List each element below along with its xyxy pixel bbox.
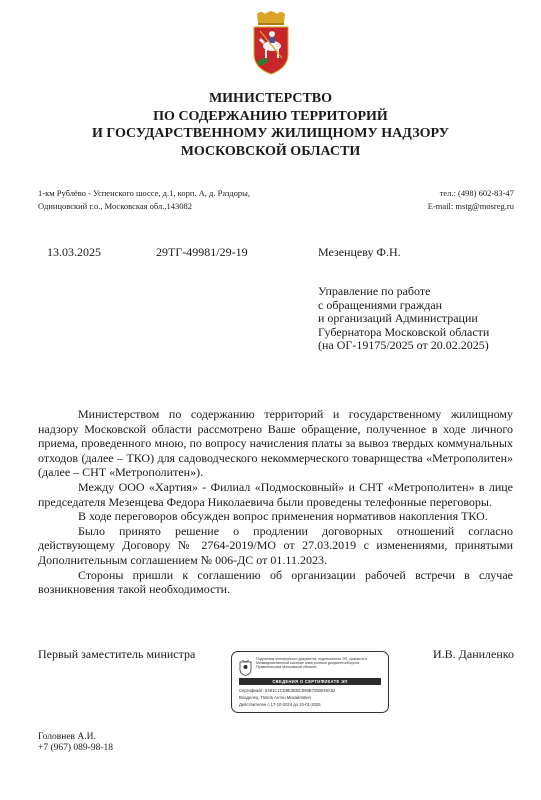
address-line: 1-км Рублёво - Успенского шоссе, д.1, корп. А, д. Раздоры, [38,188,250,198]
ministry-title-line: МИНИСТЕРСТВО [208,91,333,106]
electronic-signature-stamp [231,651,389,713]
letter-body [38,407,513,597]
ministry-title [0,90,541,160]
coat-of-arms-emblem [251,10,291,76]
email-address: E-mail: mstg@mosreg.ru [427,201,514,211]
department-line: и организаций Администрации [318,311,478,326]
recipient-department [318,285,489,353]
document-date: 13.03.2025 [47,245,101,259]
stamp-emblem-icon [239,659,252,676]
contact-info [428,187,514,213]
department-line: с обращениями граждан [318,297,443,312]
phone-number: тел.: (498) 602-83-47 [439,188,514,198]
certificate-owner: Владелец: Попов Антон Михайлович [239,695,311,700]
ministry-title-line: ПО СОДЕРЖАНИЮ ТЕРРИТОРИЙ [153,108,388,124]
department-line: Губернатора Московской области [318,324,490,339]
body-paragraph: Было принято решение о продлении договорных отношений согласно действующему Договору № 2764-2019/МО от 27.03.2019 с изменениями, принятыми Дополнительным соглашением № 006-ДС от 01.11.2023. [38,523,513,567]
body-paragraph: Министерством по содержанию территорий и государственному жилищному надзору Московской области рассмотрено Ваше обращение, полученное в ходе личного приема, проведенного мною, по вопросу начисления платы за вывоз твердых коммунальных отходов (далее – ТКО) для садоводческого некоммерческого товарищества «Метрополитен» (далее – СНТ «Метрополитен»). [38,407,513,480]
recipient-name: Мезенцеву Ф.Н. [318,245,401,259]
executor-info [38,732,113,754]
body-paragraph: Стороны пришли к соглашению об организации рабочей встречи в случае возникновения такой необходимости. [38,567,513,597]
stamp-note: Подлинник электронного документа, подписанного ЭП, хранится в Межведомственной системе электронного документооборота Правительства Московской области [256,657,368,670]
signatory-title: Первый заместитель министра [38,647,196,661]
stamp-banner: СВЕДЕНИЯ О СЕРТИФИКАТЕ ЭП [239,678,381,685]
postal-address [38,187,250,213]
ministry-title-line: И ГОСУДАРСТВЕННОМУ ЖИЛИЩНОМУ НАДЗОРУ [92,126,449,141]
document-number: 29ТГ-49981/29-19 [156,245,248,259]
body-paragraph: В ходе переговоров обсужден вопрос применения нормативов накопления ТКО. [78,509,488,524]
address-line: Одинцовский г.о., Московская обл.,143082 [38,201,193,211]
department-line: (на ОГ-19175/2025 от 20.02.2025) [318,338,489,353]
ministry-title-line: МОСКОВСКОЙ ОБЛАСТИ [180,143,361,159]
executor-phone: +7 (967) 089-98-18 [38,743,114,753]
certificate-serial: Сертификат: 5481C1CD9E3EBC898B7280049A52 [239,688,336,693]
certificate-validity: Действителен с 17-10-2024 до 10-01-2026 [239,702,321,707]
executor-name: Головнев А.И. [38,732,96,742]
body-paragraph: Между ООО «Хартия» - Филиал «Подмосковный» и СНТ «Метрополитен» в лице председателя Мезенцева Федора Николаевича были проведены телефонные переговоры. [38,479,513,509]
department-line: Управление по работе [318,284,431,298]
signatory-name: И.В. Даниленко [433,647,514,661]
